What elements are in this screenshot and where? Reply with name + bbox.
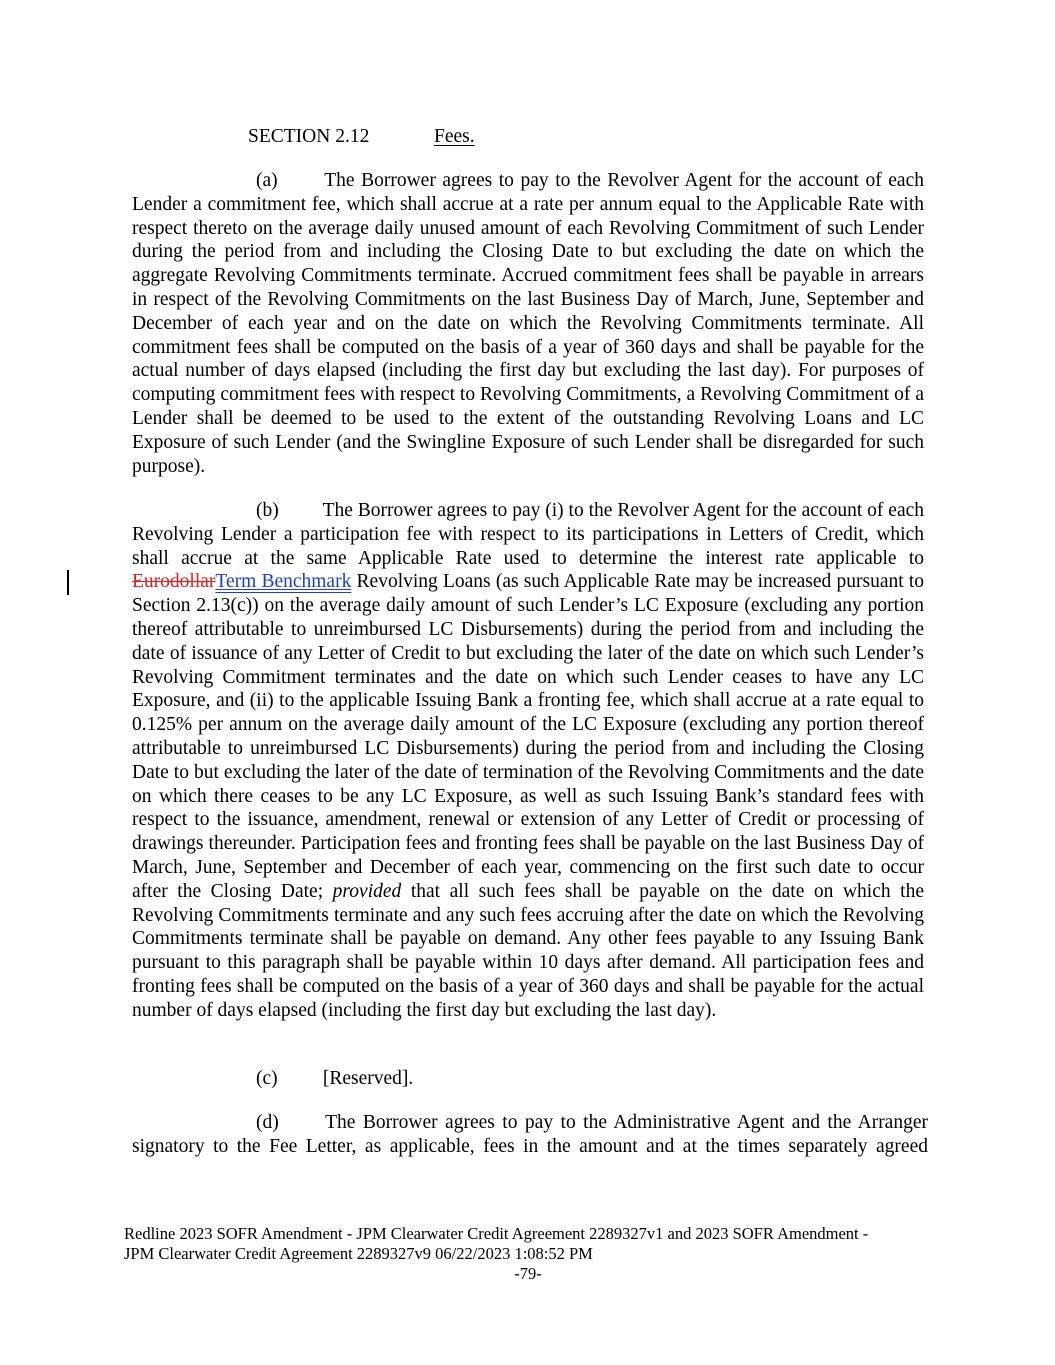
redline-deletion: Eurodollar [132,571,216,593]
paragraph-label: (a) [256,170,278,191]
paragraph-a [132,169,924,478]
italic-text: provided [332,880,402,902]
paragraph-d [132,1111,928,1159]
paragraph-text: The Borrower agrees to pay to the Administrative Agent and the Arranger signatory to the Fee Letter, as applicable, fees in the amount and at the times separately agreed [132,1112,928,1157]
section-title: Fees. [434,126,475,147]
paragraph-text: that all such fees shall be payable on the date on which the Revolving Commitments terminate and any such fees accruing after the date on which the Revolving Commitments terminate shall be payable on demand. Any other fees payable to any Issuing Bank pursuant to this paragraph shall be payable within 10 days after demand. All participation fees and fronting fees shall be computed on the basis of a year of 360 days and shall be payable for the actual number of days elapsed (including the first day but excluding the last day). [132,880,924,1021]
paragraph-text: The Borrower agrees to pay (i) to the Revolver Agent for the account of each Revolving Lender a participation fee with respect to its participations in Letters of Credit, which shall accrue at the same Applicable Rate used to determine the interest rate applicable to [132,500,925,569]
paragraph-label: (c) [256,1068,278,1089]
paragraph-c [132,1067,924,1091]
section-number: SECTION 2.12 [248,126,370,147]
paragraph-label: (d) [256,1112,279,1133]
footer-line-2: JPM Clearwater Credit Agreement 2289327v9 06/22/2023 1:08:52 PM [124,1244,593,1263]
document-footer [124,1224,924,1284]
section-heading [248,125,475,149]
paragraph-text: Revolving Loans (as such Applicable Rate may be increased pursuant to Section 2.13(c)) on the average daily amount of such Lender’s LC Exposure (excluding any portion thereof attributable to unreimbursed LC Disbursements) during the period from and including the date of issuance of any Letter of Credit to but excluding the later of the date on which such Lender’s Revolving Commitment terminates and the date on which such Lender ceases to have any LC Exposure, and (ii) to the applicable Issuing Bank a fronting fee, which shall accrue at a rate equal to 0.125% per annum on the average daily amount of the LC Exposure (excluding any portion thereof attributable to unreimbursed LC Disbursements) during the period from and including the Closing Date to but excluding the later of the date of termination of the Revolving Commitments and the date on which there ceases to be any LC Exposure, as well as such Issuing Bank’s standard fees with respect to the issuance, amendment, renewal or extension of any Letter of Credit or processing of drawings thereunder. Participation fees and fronting fees shall be payable on the last Business Day of March, June, September and December of each year, commencing on the first such date to occur after the Closing Date; [132,571,925,902]
redline-insertion: Term Benchmark [215,571,352,593]
paragraph-text: [Reserved]. [322,1068,414,1089]
paragraph-b [132,499,924,1023]
footer-line-1: Redline 2023 SOFR Amendment - JPM Clearwater Credit Agreement 2289327v1 and 2023 SOFR Amendment - [124,1224,869,1243]
page-number: -79- [514,1264,542,1283]
redline-change-bar [67,570,69,595]
paragraph-text: The Borrower agrees to pay to the Revolver Agent for the account of each Lender a commitment fee, which shall accrue at a rate per annum equal to the Applicable Rate with respect thereto on the average daily unused amount of each Revolving Commitment of such Lender during the period from and including the Closing Date to but excluding the date on which the aggregate Revolving Commitments terminate. Accrued commitment fees shall be payable in arrears in respect of the Revolving Commitments on the last Business Day of March, June, September and December of each year and on the date on which the Revolving Commitments terminate. All commitment fees shall be computed on the basis of a year of 360 days and shall be payable for the actual number of days elapsed (including the first day but excluding the last day). For purposes of computing commitment fees with respect to Revolving Commitments, a Revolving Commitment of a Lender shall be deemed to be used to the extent of the outstanding Revolving Loans and LC Exposure of such Lender (and the Swingline Exposure of such Lender shall be disregarded for such purpose). [132,170,924,477]
paragraph-label: (b) [256,500,279,521]
